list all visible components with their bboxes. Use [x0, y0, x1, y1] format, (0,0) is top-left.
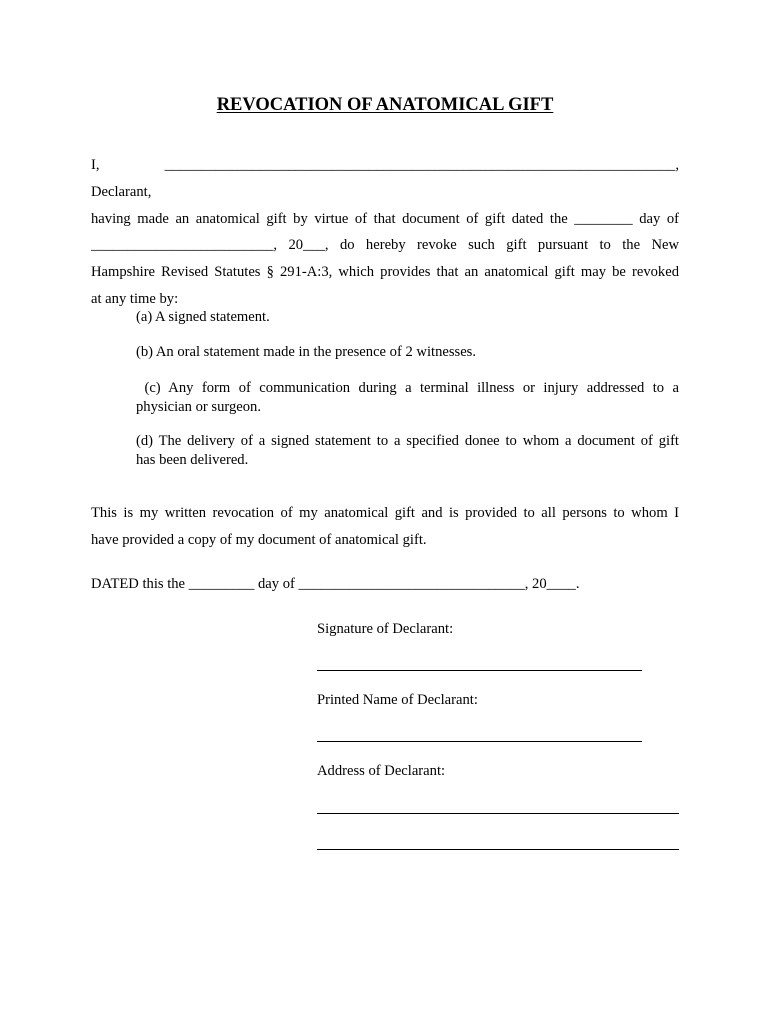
address-line-1[interactable] [317, 813, 679, 814]
document-title: REVOCATION OF ANATOMICAL GIFT [216, 95, 554, 115]
statement-line-2: have provided a copy of my document of anatomical gift. [91, 531, 427, 548]
intro-paragraph [91, 152, 679, 313]
printed-name-line[interactable] [317, 741, 642, 742]
intro-line-3: _________________________, 20___, do hereby revoke such gift pursuant to the New [91, 237, 679, 254]
intro-line-5: at any time by: [91, 290, 179, 307]
list-item [136, 379, 679, 416]
signature-line[interactable] [317, 670, 642, 671]
method-a-text: (a) A signed statement. [136, 309, 270, 325]
list-item [136, 343, 679, 362]
revocation-statement [91, 500, 679, 554]
address-line-2[interactable] [317, 849, 679, 850]
intro-line-4: Hampshire Revised Statutes § 291-A:3, which provides that an anatomical gift may be revoked [91, 264, 679, 281]
address-label: Address of Declarant: [317, 763, 446, 779]
list-item [136, 308, 679, 327]
list-item [136, 432, 679, 469]
signature-label: Signature of Declarant: [317, 621, 454, 637]
method-d-text-line-1: (d) The delivery of a signed statement to a specified donee to whom a document of gift [136, 433, 679, 449]
intro-line-1: I, ______________________________________________________________________, Declarant, [91, 157, 679, 200]
printed-name-label: Printed Name of Declarant: [317, 692, 478, 708]
intro-line-2: having made an anatomical gift by virtue of that document of gift dated the ________ day of [91, 210, 679, 227]
method-d-text-line-2: has been delivered. [136, 451, 249, 468]
method-c-text-line-1: (c) Any form of communication during a terminal illness or injury addressed to a [136, 380, 679, 396]
method-b-text: (b) An oral statement made in the presence of 2 witnesses. [136, 344, 477, 360]
statement-line-1: This is my written revocation of my anatomical gift and is provided to all persons to whom I [91, 505, 679, 521]
method-c-text-line-2: physician or surgeon. [136, 398, 261, 415]
dated-line: DATED this the _________ day of _______________________________, 20____. [91, 576, 580, 592]
